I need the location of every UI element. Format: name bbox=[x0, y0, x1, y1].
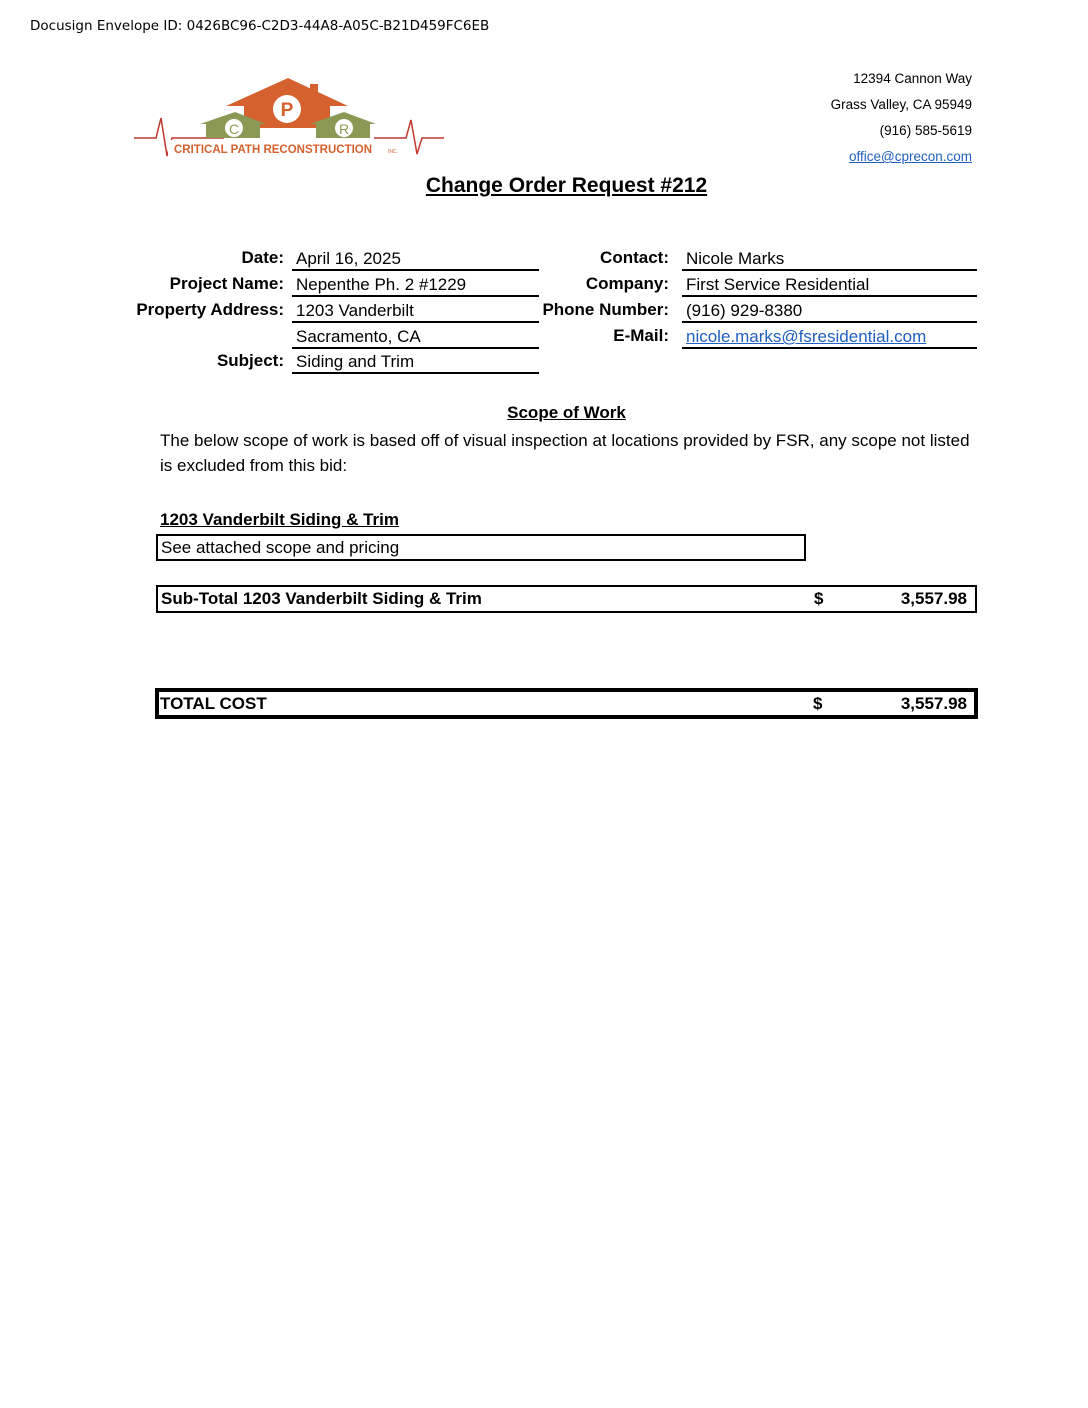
total-row bbox=[155, 688, 978, 719]
logo-text: CRITICAL PATH RECONSTRUCTION bbox=[174, 144, 373, 156]
subject-label: Subject: bbox=[216, 351, 284, 370]
date-label: Date: bbox=[241, 248, 284, 267]
total-label: TOTAL COST bbox=[160, 694, 267, 713]
contact-email-link[interactable]: nicole.marks@fsresidential.com bbox=[686, 327, 927, 346]
logo-letter-p: P bbox=[280, 100, 294, 121]
company-value: First Service Residential bbox=[682, 273, 977, 297]
scope-description: The below scope of work is based off of visual inspection at locations provided by FSR, any scope not listed is excluded from this bid: bbox=[160, 431, 970, 475]
page-title: Change Order Request #212 bbox=[425, 174, 708, 197]
company-city: Grass Valley, CA 95949 bbox=[830, 97, 972, 112]
subtotal-currency: $ bbox=[814, 589, 824, 608]
logo-letter-c: C bbox=[228, 121, 240, 137]
subtotal-row bbox=[156, 585, 977, 613]
company-email-link[interactable]: office@cprecon.com bbox=[848, 149, 972, 164]
docusign-envelope-id: Docusign Envelope ID: 0426BC96-C2D3-44A8-A05C-B21D459FC6EB bbox=[30, 18, 490, 34]
email-label: E-Mail: bbox=[613, 326, 669, 345]
subtotal-label: Sub-Total 1203 Vanderbilt Siding & Trim bbox=[161, 589, 482, 608]
logo-suffix: INC. bbox=[388, 149, 398, 155]
company-logo bbox=[134, 76, 444, 162]
company-street: 12394 Cannon Way bbox=[853, 71, 972, 86]
contact-value: Nicole Marks bbox=[682, 247, 977, 271]
project-name-value: Nepenthe Ph. 2 #1229 bbox=[292, 273, 539, 297]
property-address-line2: Sacramento, CA bbox=[292, 325, 539, 349]
scope-item: See attached scope and pricing bbox=[156, 534, 806, 561]
logo-letter-r: R bbox=[338, 121, 350, 137]
contact-label: Contact: bbox=[600, 248, 669, 267]
scope-heading: Scope of Work bbox=[507, 403, 626, 422]
phone-number-label: Phone Number: bbox=[542, 300, 669, 319]
subject-value: Siding and Trim bbox=[292, 350, 539, 374]
property-address-label: Property Address: bbox=[136, 300, 284, 319]
property-address-line1: 1203 Vanderbilt bbox=[292, 299, 539, 323]
project-name-label: Project Name: bbox=[169, 274, 284, 293]
date-value: April 16, 2025 bbox=[292, 247, 539, 271]
email-value bbox=[682, 325, 977, 349]
total-amount: 3,557.98 bbox=[900, 694, 967, 713]
total-currency: $ bbox=[813, 694, 823, 713]
section-heading: 1203 Vanderbilt Siding & Trim bbox=[160, 510, 400, 529]
company-label: Company: bbox=[585, 274, 669, 293]
subtotal-amount: 3,557.98 bbox=[900, 589, 967, 608]
company-email-container bbox=[849, 149, 972, 164]
company-phone: (916) 585-5619 bbox=[879, 123, 972, 138]
phone-number-value: (916) 929-8380 bbox=[682, 299, 977, 323]
